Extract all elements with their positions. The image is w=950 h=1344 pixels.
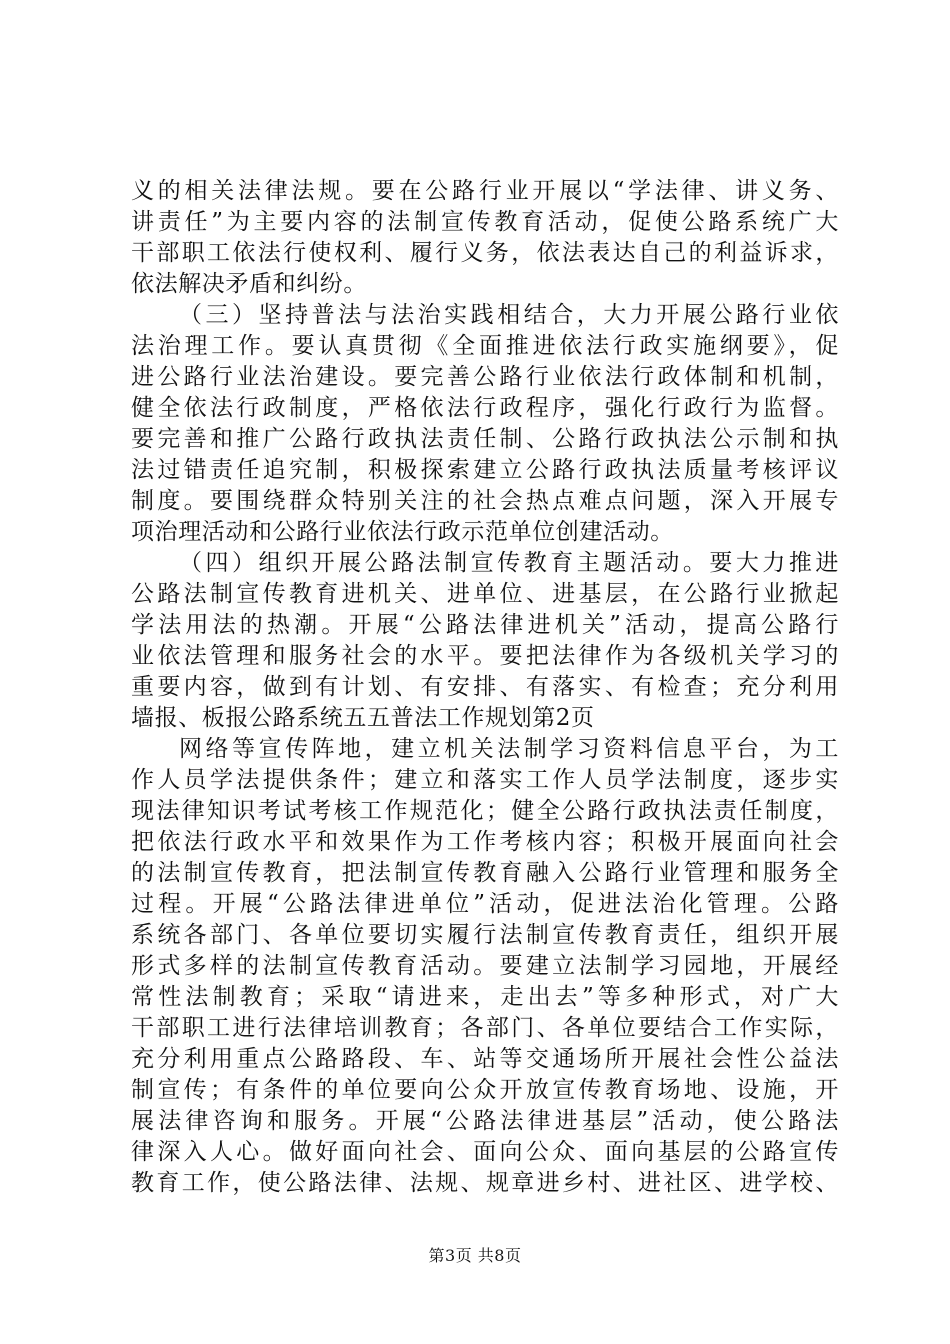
text-line: 健全依法行政制度，严格依法行政程序，强化行政行为监督。 bbox=[131, 395, 839, 421]
text-line: 公路法制宣传教育进机关、进单位、进基层，在公路行业掀起 bbox=[131, 581, 839, 607]
text-line: 项治理活动和公路行业依法行政示范单位创建活动。 bbox=[131, 519, 674, 545]
document-body bbox=[131, 176, 839, 1199]
text-line: 法过错责任追究制，积极探索建立公路行政执法质量考核评议 bbox=[131, 457, 839, 483]
text-line: 充分利用重点公路路段、车、站等交通场所开展社会性公益法 bbox=[131, 1046, 839, 1072]
text-line: 系统各部门、各单位要切实履行法制宣传教育责任，组织开展 bbox=[131, 922, 839, 948]
text-line: 要完善和推广公路行政执法责任制、公路行政执法公示制和执 bbox=[131, 426, 839, 452]
text-line: 依法解决矛盾和纠纷。 bbox=[131, 271, 367, 297]
text-line-paragraph-start: （四）组织开展公路法制宣传教育主题活动。要大力推进 bbox=[179, 550, 839, 576]
text-line: 教育工作，使公路法律、法规、规章进乡村、进社区、进学校、 bbox=[131, 1170, 839, 1196]
text-line: 制度。要围绕群众特别关注的社会热点难点问题，深入开展专 bbox=[131, 488, 839, 514]
text-line: 律深入人心。做好面向社会、面向公众、面向基层的公路宣传 bbox=[131, 1139, 839, 1165]
text-line: 进公路行业法治建设。要完善公路行业依法行政体制和机制， bbox=[131, 364, 839, 390]
text-line: 讲责任”为主要内容的法制宣传教育活动，促使公路系统广大 bbox=[131, 209, 839, 235]
text-line: 重要内容，做到有计划、有安排、有落实、有检查；充分利用 bbox=[131, 674, 839, 700]
text-line: 墙报、板报公路系统五五普法工作规划第2页 bbox=[131, 705, 595, 731]
text-line: 常性法制教育；采取“请进来，走出去”等多种形式，对广大 bbox=[131, 984, 839, 1010]
text-line: 把依法行政水平和效果作为工作考核内容；积极开展面向社会 bbox=[131, 829, 839, 855]
text-line: 学法用法的热潮。开展“公路法律进机关”活动，提高公路行 bbox=[131, 612, 839, 638]
text-line-paragraph-start: 网络等宣传阵地，建立机关法制学习资料信息平台，为工 bbox=[179, 736, 839, 762]
text-line-paragraph-start: （三）坚持普法与法治实践相结合，大力开展公路行业依 bbox=[179, 302, 839, 328]
text-line: 制宣传；有条件的单位要向公众开放宣传教育场地、设施，开 bbox=[131, 1077, 839, 1103]
text-line: 形式多样的法制宣传教育活动。要建立法制学习园地，开展经 bbox=[131, 953, 839, 979]
text-line: 现法律知识考试考核工作规范化；健全公路行政执法责任制度， bbox=[131, 798, 839, 824]
text-line: 业依法管理和服务社会的水平。要把法律作为各级机关学习的 bbox=[131, 643, 839, 669]
text-line: 义的相关法律法规。要在公路行业开展以“学法律、讲义务、 bbox=[131, 178, 839, 204]
text-line: 干部职工依法行使权利、履行义务，依法表达自己的利益诉求， bbox=[131, 240, 839, 266]
text-line: 过程。开展“公路法律进单位”活动，促进法治化管理。公路 bbox=[131, 891, 839, 917]
page-number-footer: 第3页 共8页 bbox=[428, 1246, 522, 1265]
text-line: 作人员学法提供条件；建立和落实工作人员学法制度，逐步实 bbox=[131, 767, 839, 793]
text-line: 法治理工作。要认真贯彻《全面推进依法行政实施纲要》，促 bbox=[131, 333, 839, 359]
text-line: 干部职工进行法律培训教育；各部门、各单位要结合工作实际， bbox=[131, 1015, 839, 1041]
text-line: 展法律咨询和服务。开展“公路法律进基层”活动，使公路法 bbox=[131, 1108, 839, 1134]
text-line: 的法制宣传教育，把法制宣传教育融入公路行业管理和服务全 bbox=[131, 860, 839, 886]
